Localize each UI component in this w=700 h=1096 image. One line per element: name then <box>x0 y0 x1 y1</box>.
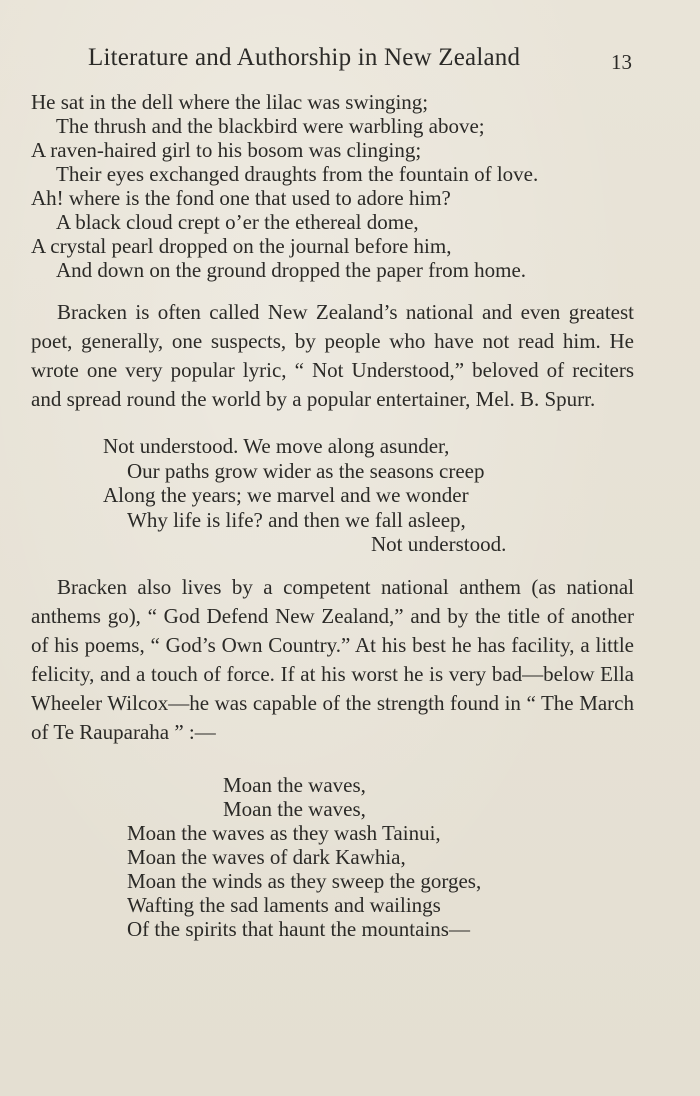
poem-line: Ah! where is the fond one that used to adore him? <box>31 186 451 210</box>
poem-line: A raven-haired girl to his bosom was clinging; <box>31 138 422 162</box>
poem-line: Moan the waves as they wash Tainui, <box>127 820 441 845</box>
poem-line: Moan the winds as they sweep the gorges, <box>127 868 482 893</box>
poem-not-understood <box>103 434 634 557</box>
poem-line: Along the years; we marvel and we wonder <box>103 483 469 507</box>
poem-line: Wafting the sad laments and wailings <box>127 892 441 917</box>
page-header <box>0 40 700 80</box>
running-title: Literature and Authorship in New Zealand <box>88 44 521 71</box>
poem-march-of-te-rauparaha <box>127 773 634 941</box>
poem-line: He sat in the dell where the lilac was swinging; <box>31 90 429 114</box>
poem-line: Our paths grow wider as the seasons creep <box>127 458 485 483</box>
poem-line: Moan the waves, <box>223 796 366 821</box>
page-body <box>31 88 634 941</box>
paragraph-bracken-national-poet: Bracken is often called New Zealand’s national and even greatest poet, generally, one suspects, by people who have not read him. He wrote one very popular lyric, “ Not Understood,” beloved of reciters and spread round the world by a popular entertainer, Mel. B. Spurr. <box>31 300 634 411</box>
poem-dell-lilac <box>31 90 634 282</box>
poem-line: Moan the waves of dark Kawhia, <box>127 844 406 869</box>
poem-line: Moan the waves, <box>223 772 366 797</box>
poem-line: Not understood. <box>371 532 507 556</box>
paragraph-bracken-anthem: Bracken also lives by a competent national anthem (as national anthems go), “ God Defend New Zealand,” and by the title of another of his poems, “ God’s Own Country.” At his best he has facility, a little felicity, and a touch of force. If at his worst he is very bad—below Ella Wheeler Wilcox—he was capable of the strength found in “ The March of Te Rauparaha ” :— <box>31 574 634 744</box>
poem-line: A crystal pearl dropped on the journal before him, <box>31 234 452 258</box>
poem-line: Their eyes exchanged draughts from the fountain of love. <box>56 162 539 186</box>
poem-line: Not understood. We move along asunder, <box>103 434 450 458</box>
poem-line: And down on the ground dropped the paper from home. <box>56 258 527 282</box>
poem-line: A black cloud crept o’er the ethereal dome, <box>56 210 419 234</box>
poem-line: Why life is life? and then we fall asleep, <box>127 507 466 532</box>
page-number: 13 <box>611 50 632 74</box>
poem-line: The thrush and the blackbird were warbling above; <box>56 114 485 138</box>
poem-line: Of the spirits that haunt the mountains— <box>127 916 470 941</box>
